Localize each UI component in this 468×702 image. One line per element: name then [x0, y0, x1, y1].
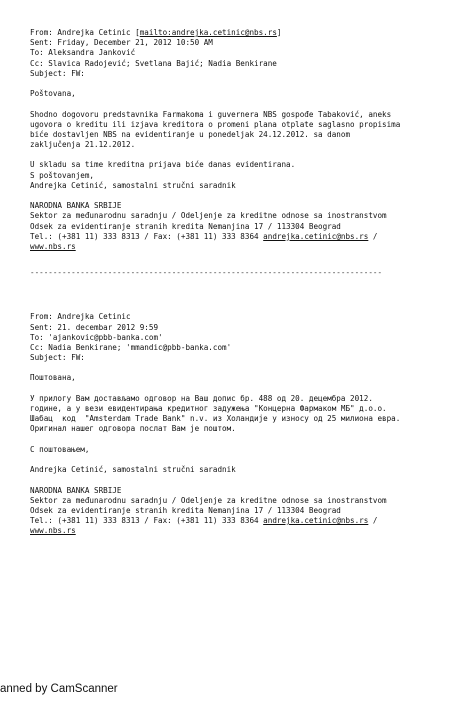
email1-mailto-link[interactable]: mailto:andrejka.cetinic@nbs.rs: [139, 28, 277, 37]
email1-body2-line: Andrejka Cetinić, samostalni stručni saradnik: [30, 180, 236, 190]
email2-signature-email-link[interactable]: andrejka.cetinic@nbs.rs: [263, 516, 369, 526]
email1-body2-line: U skladu sa time kreditna prijava biće danas evidentirana.: [30, 160, 296, 170]
email1-header: [30, 28, 455, 79]
email1-sent: Sent: Friday, December 21, 2012 10:50 AM: [30, 38, 213, 48]
email1-website-link[interactable]: www.nbs.rs: [30, 241, 76, 251]
email1-signature-email-link[interactable]: andrejka.cetinic@nbs.rs: [263, 231, 369, 241]
email1-signature: [30, 201, 455, 252]
email2-subject: Subject: FW:: [30, 353, 85, 363]
email2-cc: Cc: Nadia Benkirane; 'mmandic@pbb-banka.com': [30, 342, 232, 352]
email2-signature: [30, 486, 455, 537]
email2-sender-name: Andrejka Cetinić, samostalni stručni saradnik: [30, 465, 236, 475]
document-page: [30, 28, 455, 536]
signature-line: Sektor za međunarodnu saradnju / Odeljenje za kreditne odnose sa inostranstvom: [30, 211, 387, 221]
signature-line: NARODNA BANKA SRBIJE: [30, 485, 122, 495]
email2-closing: С поштовањем,: [30, 444, 90, 454]
email2-body-line: Оригинал нашег одговора послат Вам је поштом.: [30, 424, 236, 434]
email1-greeting: Poštovana,: [30, 89, 76, 99]
email1-body: [30, 110, 455, 151]
email2-body-line: У прилогу Вам достављамо одговор на Ваш допис бр. 488 од 20. децембра 2012.: [30, 393, 373, 403]
email2-body-line: године, а у вези евидентирања кредитног задужења "Концерна Фармаком МБ" д.о.о.: [30, 404, 387, 414]
email2-body: [30, 394, 455, 435]
email1-body-line: biće dostavljen NBS na evidentiranje u ponedeljak 24.12.2012. sa danom: [30, 129, 351, 139]
email1-to: To: Aleksandra Janković: [30, 48, 136, 58]
email1-body-line: zaključenja 21.12.2012.: [30, 140, 136, 150]
signature-line: Sektor za međunarodnu saradnju / Odeljenje za kreditne odnose sa inostranstvom: [30, 495, 387, 505]
email1-body-line: Shodno dogovoru predstavnika Farmakoma i guvernera NBS gospođe Tabaković, aneks: [30, 109, 392, 119]
email1-body-line: ugovora o kreditu ili izjava kreditora o promeni plana otplate saglasno propisima: [30, 119, 401, 129]
camscanner-watermark: anned by CamScanner: [0, 683, 118, 695]
email2-website-link[interactable]: www.nbs.rs: [30, 526, 76, 536]
signature-contact: Tel.: (+381 11) 333 8313 / Fax: (+381 11) 333 8364 andrejka.cetinic@nbs.rs /: [30, 516, 378, 526]
email1-subject: Subject: FW:: [30, 68, 85, 78]
email2-to: To: 'ajankovic@pbb-banka.com': [30, 332, 163, 342]
signature-line: Odsek za evidentiranje stranih kredita Nemanjina 17 / 113304 Beograd: [30, 505, 341, 515]
signature-line: Odsek za evidentiranje stranih kredita Nemanjina 17 / 113304 Beograd: [30, 221, 341, 231]
email1-body2-line: S poštovanjem,: [30, 170, 95, 180]
email2-greeting: Поштована,: [30, 373, 76, 383]
email2-from: From: Andrejka Cetinic: [30, 312, 131, 322]
signature-contact: Tel.: (+381 11) 333 8313 / Fax: (+381 11) 333 8364 andrejka.cetinic@nbs.rs /: [30, 231, 378, 241]
email2-body-line: Шабац код "Amsterdam Trade Bank" n.v. из Холандије у износу од 25 милиона евра.: [30, 414, 401, 424]
email1-from: From: Andrejka Cetinic [mailto:andrejka.cetinic@nbs.rs]: [30, 28, 282, 37]
separator-line: -----------------------------------------------------------------------------: [30, 268, 383, 278]
email2-header: [30, 312, 455, 363]
signature-line: NARODNA BANKA SRBIJE: [30, 201, 122, 211]
email2-sent: Sent: 21. decembar 2012 9:59: [30, 322, 159, 332]
email1-body2: [30, 160, 455, 191]
email1-cc: Cc: Slavica Radojević; Svetlana Bajić; Nadia Benkirane: [30, 58, 277, 68]
